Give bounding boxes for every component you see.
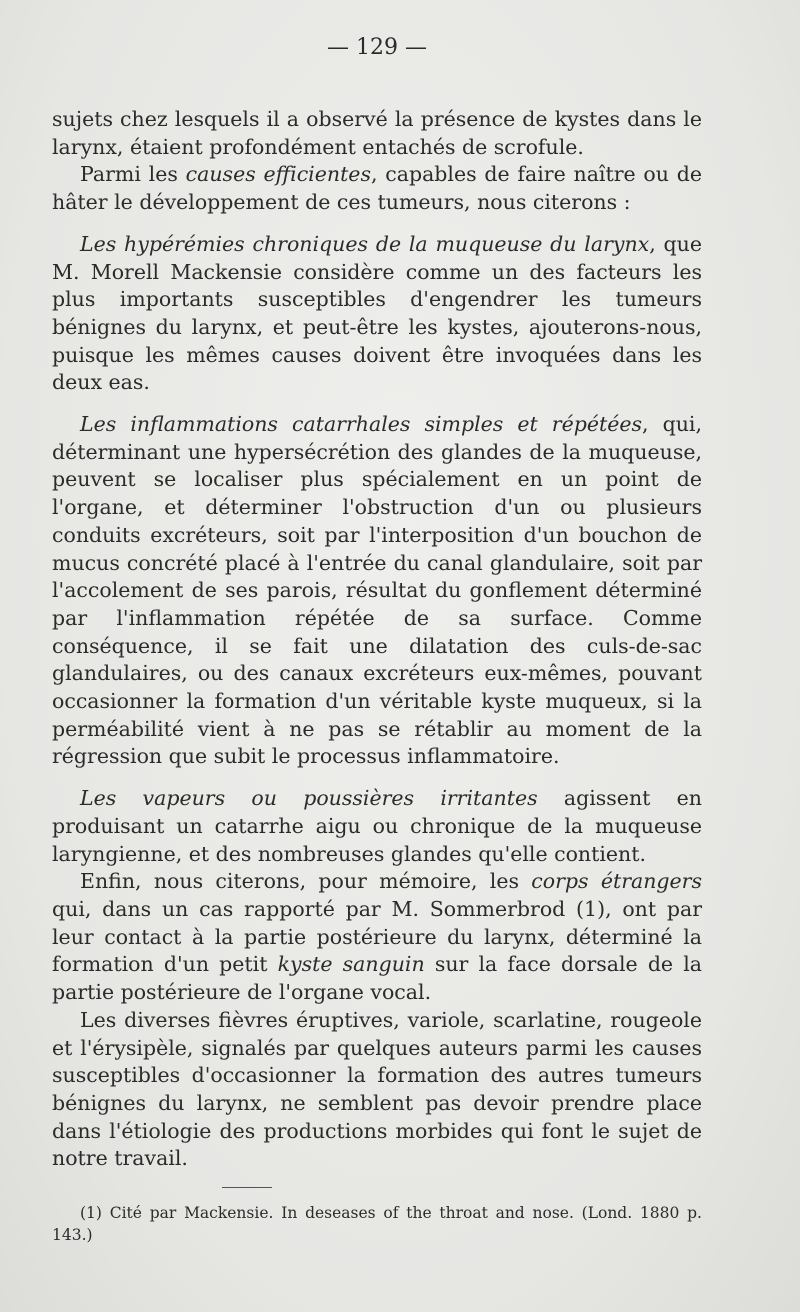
text-run: Les diverses fièvres éruptives, variole, scarlatine, rougeole et l'érysipèle, signalés par quelques auteurs parmi les causes susceptibles d'occasionner la formation des autres tumeurs bénignes du larynx, ne semblent pas devoir prendre place dans l'étiologie des productions morbides qui font le sujet de notre travail. (52, 1007, 702, 1171)
paragraph (52, 785, 702, 868)
body-text (52, 106, 702, 1173)
text-run: , capables de faire naître ou de hâter le développement de ces tumeurs, nous citerons : (52, 162, 702, 215)
paragraph (52, 411, 702, 771)
page-number: — 129 — (327, 35, 427, 60)
italic-term: causes efficientes (185, 162, 371, 187)
text-run: sur la face dorsale de la partie postérieure de l'organe vocal. (52, 952, 702, 1005)
italic-term: Les inflammations catarrhales simples et répétées (80, 412, 643, 437)
text-run: , que M. Morell Mackensie considère comme un des facteurs les plus importants susceptibles d'engendrer les tumeurs bénignes du larynx, et peut-être les kystes, ajouterons-nous, puisque les mêmes causes doivent être invoquées dans les deux eas. (52, 231, 702, 395)
text-run: Parmi les (80, 162, 186, 187)
paragraph (52, 106, 702, 161)
italic-term: corps étrangers (531, 869, 703, 894)
paragraph (52, 161, 702, 216)
italic-term: Les hypérémies chroniques de la muqueuse du larynx (80, 231, 650, 256)
text-run: sujets chez lesquels il a observé la présence de kystes dans le larynx, étaient profondément entachés de scrofule. (52, 107, 702, 159)
footnotes (52, 1202, 702, 1246)
italic-term: Les vapeurs ou poussières irritantes (80, 786, 538, 811)
paragraph (52, 1007, 702, 1173)
text-run: Enfin, nous citerons, pour mémoire, les (80, 869, 532, 894)
footnote-separator (222, 1187, 272, 1188)
text-run: agissent en produisant un catarrhe aigu ou chronique de la muqueuse laryngienne, et des nombreuses glandes qu'elle contient. (52, 786, 702, 866)
italic-term: kyste sanguin (277, 952, 425, 977)
text-run: , qui, déterminant une hypersécrétion des glandes de la muqueuse, peuvent se localiser plus spécialement en un point de l'organe, et déterminer l'obstruction d'un ou plusieurs conduits excréteurs, soit par l'interposition d'un bouchon de mucus concrété placé à l'entrée du canal glandulaire, soit par l'accolement de ses parois, résultat du gonflement déterminé par l'inflammation répétée de sa surface. Comme conséquence, il se fait une dilatation des culs-de-sac glandulaires, ou des canaux excréteurs eux-mêmes, pouvant occasionner la formation d'un véritable kyste muqueux, si la perméabilité vient à ne pas se rétablir au moment de la régression que subit le processus inflammatoire. (52, 412, 702, 769)
footnote: (1) Cité par Mackensie. In deseases of the throat and nose. (Lond. 1880 p. 143.) (52, 1204, 702, 1245)
text-run: qui, dans un cas rapporté par M. Sommerbrod (1), ont par leur contact à la partie postérieure du larynx, déterminé la formation d'un petit (52, 896, 702, 977)
paragraph (52, 868, 702, 1007)
paragraph (52, 231, 702, 397)
